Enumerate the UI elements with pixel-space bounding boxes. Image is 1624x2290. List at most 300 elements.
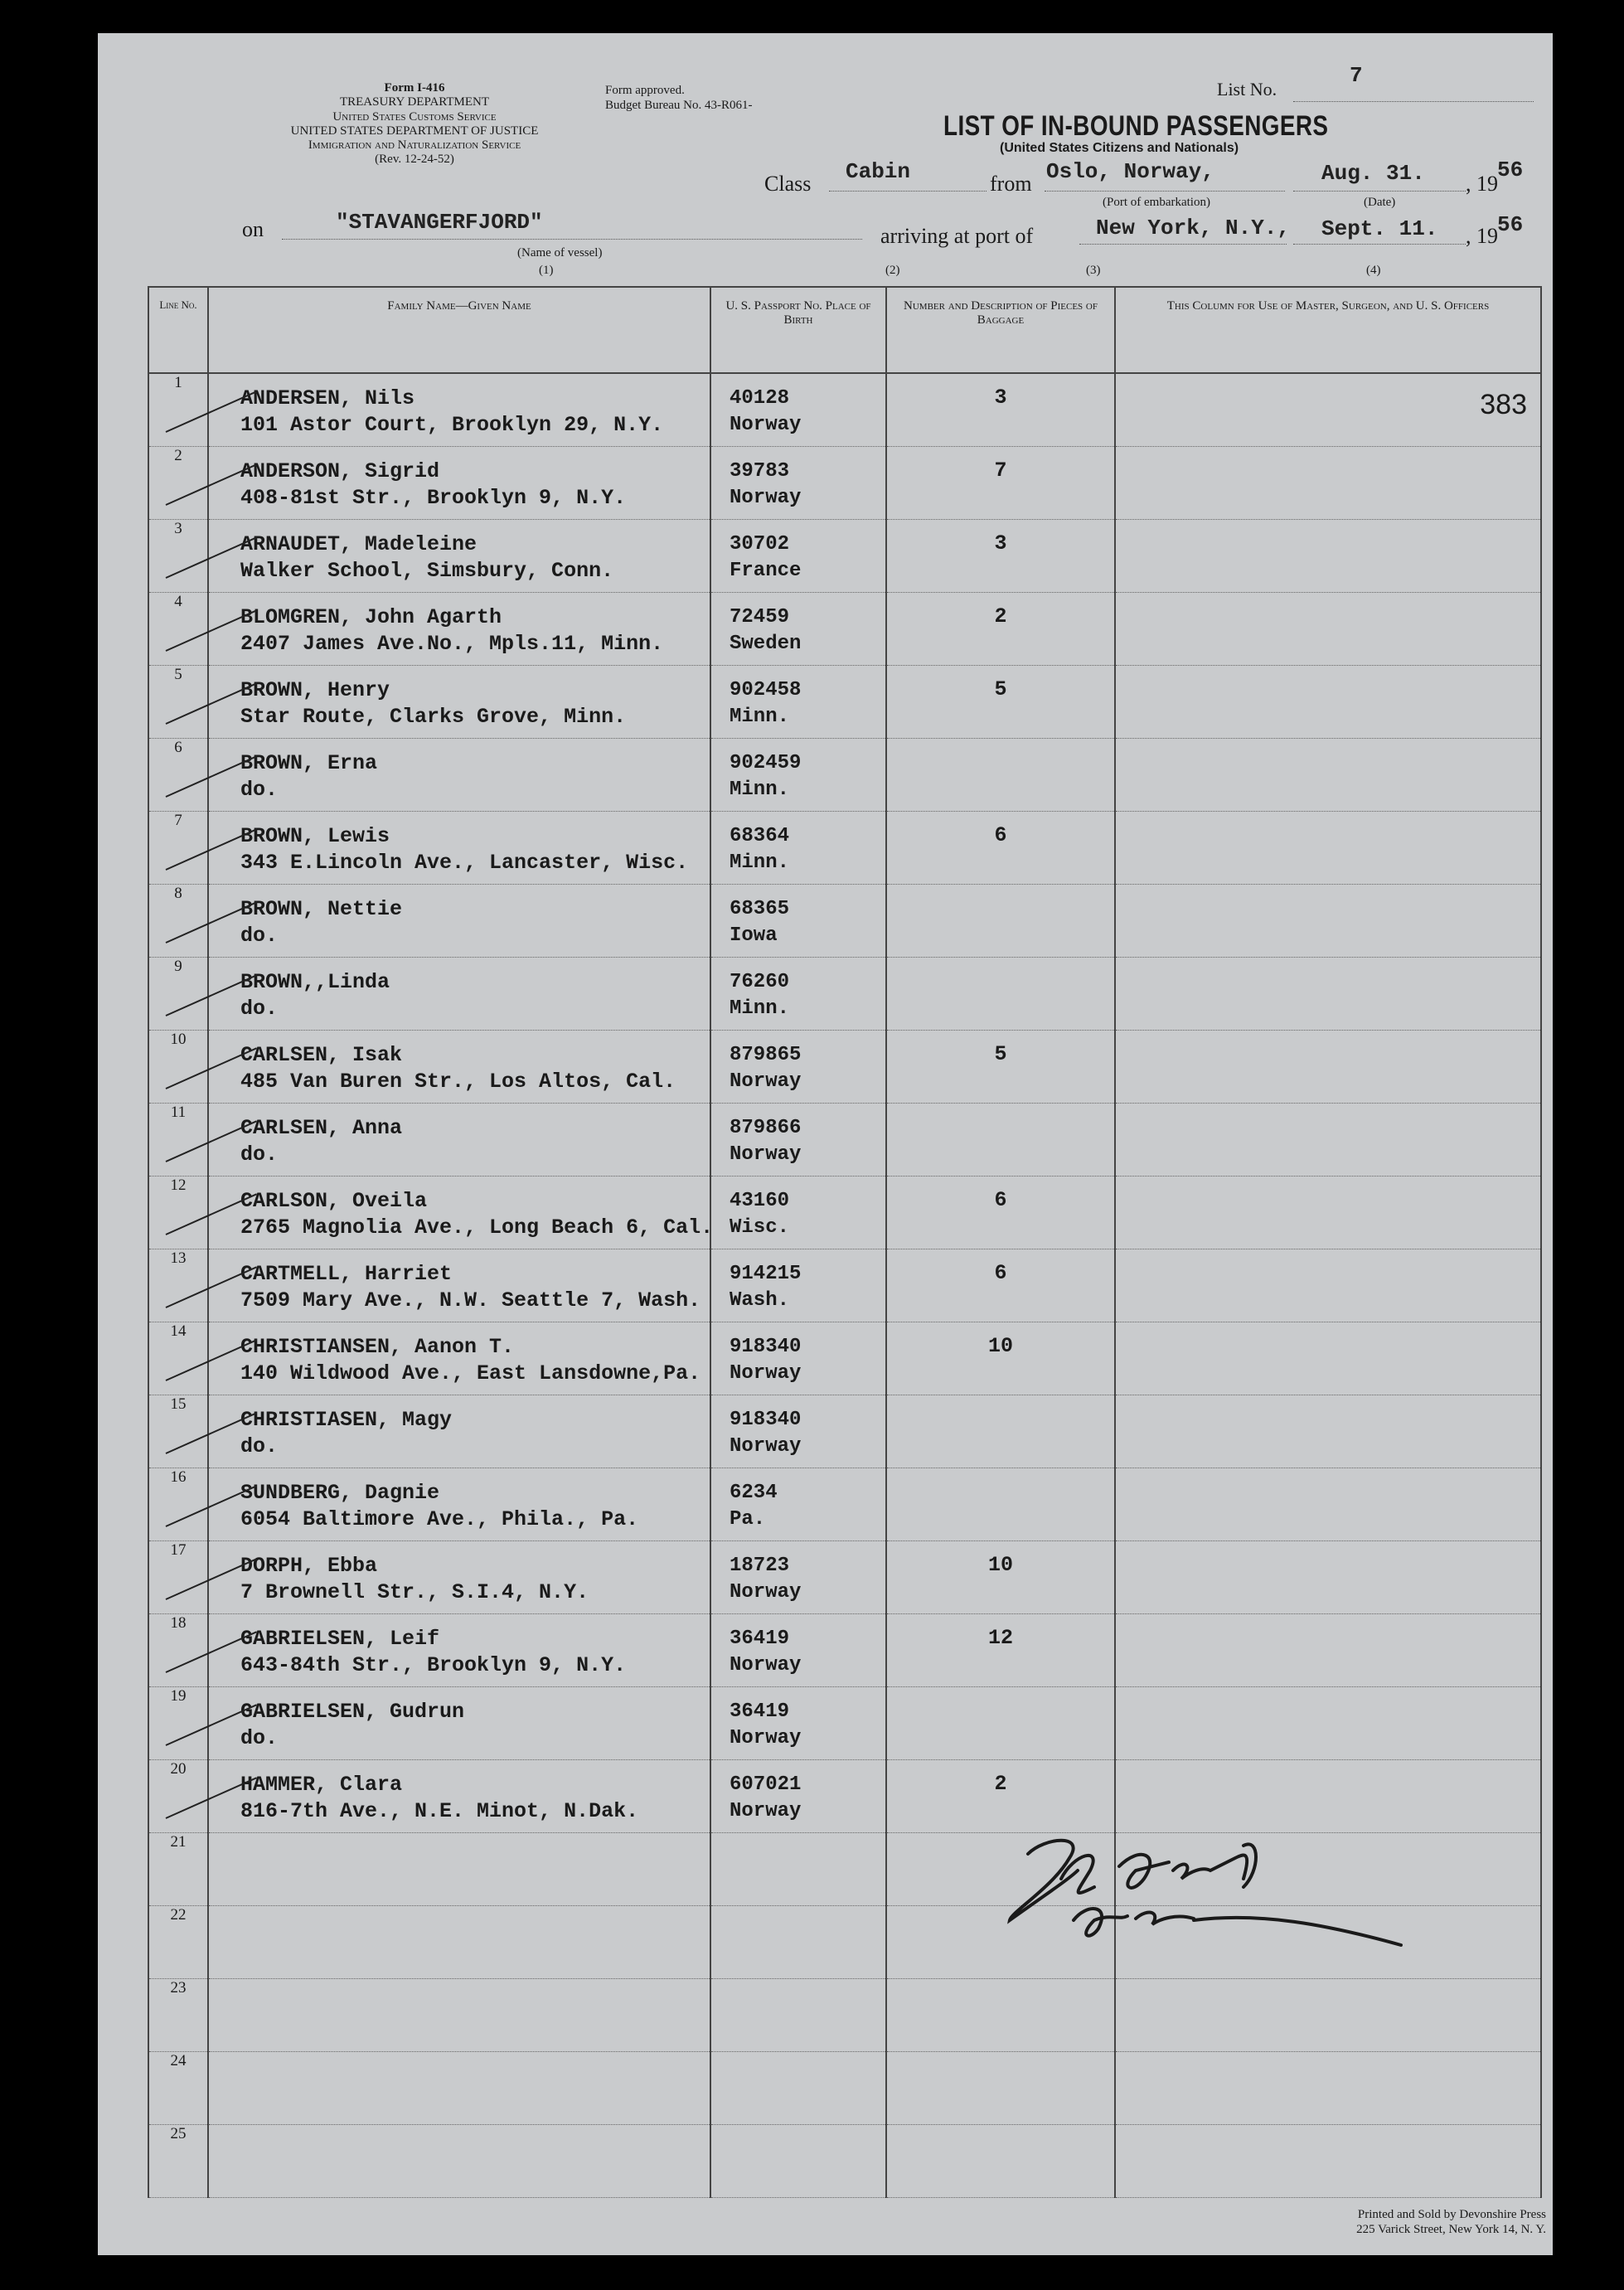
officer-cell <box>1115 1322 1541 1395</box>
baggage-cell <box>886 1104 1115 1177</box>
officer-notation <box>1116 1395 1540 1410</box>
officer-cell <box>1115 1614 1541 1687</box>
table-row <box>148 1541 1541 1614</box>
baggage-count <box>887 885 1114 896</box>
baggage-count: 5 <box>994 1042 1007 1066</box>
form-approval <box>605 83 752 113</box>
officer-notation <box>1116 812 1540 827</box>
justice-department: UNITED STATES DEPARTMENT OF JUSTICE <box>290 124 539 138</box>
passport-cell <box>710 1249 886 1322</box>
line-number: 24 <box>170 2052 187 2069</box>
passport-cell <box>710 1031 886 1104</box>
officer-notation <box>1116 1322 1540 1337</box>
officer-cell <box>1115 1541 1541 1614</box>
vessel-caption: (Name of vessel) <box>517 246 603 260</box>
place-of-birth: Norway <box>730 1727 802 1749</box>
passenger-name-cell <box>208 447 710 520</box>
passport-cell <box>710 885 886 958</box>
passport-number: 6234 <box>730 1482 778 1504</box>
passenger-name-cell <box>208 373 710 447</box>
place-of-birth: Wisc. <box>730 1216 790 1239</box>
passenger-address: 816-7th Ave., N.E. Minot, N.Dak. <box>240 1799 639 1823</box>
passenger-name: HAMMER, Clara <box>240 1773 403 1797</box>
passport-number: 68365 <box>730 898 790 920</box>
page-subtitle: (United States Citizens and Nationals) <box>1000 141 1239 155</box>
passport-number: 879865 <box>730 1044 802 1066</box>
passport-cell <box>710 1906 886 1979</box>
officer-cell <box>1115 666 1541 739</box>
line-number-cell <box>148 1906 208 1979</box>
officer-cell <box>1115 885 1541 958</box>
passport-cell <box>710 1760 886 1833</box>
line-number: 10 <box>170 1031 187 1048</box>
line-number-cell <box>148 1979 208 2052</box>
passport-cell <box>710 1177 886 1249</box>
baggage-cell <box>886 1614 1115 1687</box>
officer-notation <box>1116 958 1540 973</box>
table-row <box>148 1104 1541 1177</box>
departure-date: Aug. 31. <box>1321 161 1425 186</box>
place-of-birth: France <box>730 560 802 582</box>
baggage-count: 5 <box>994 677 1007 701</box>
officer-cell <box>1115 958 1541 1031</box>
passenger-name: CHRISTIANSEN, Aanon T. <box>240 1335 515 1359</box>
baggage-cell <box>886 373 1115 447</box>
passport-number: 902458 <box>730 679 802 701</box>
form-approved-label: Form approved. <box>605 84 685 97</box>
line-number: 3 <box>174 520 182 537</box>
baggage-count: 7 <box>994 458 1007 483</box>
baggage-count: 2 <box>994 1772 1007 1796</box>
line-number: 8 <box>174 885 182 902</box>
passenger-name-cell <box>208 520 710 593</box>
arrival-date: Sept. 11. <box>1321 216 1438 241</box>
officer-notation <box>1116 520 1540 535</box>
passenger-name-cell <box>208 1614 710 1687</box>
line-number-cell <box>148 1541 208 1614</box>
place-of-birth: Norway <box>730 1070 802 1093</box>
line-number-cell <box>148 593 208 666</box>
place-of-birth: Wash. <box>730 1289 790 1312</box>
passenger-name: BROWN, Erna <box>240 751 378 775</box>
baggage-count <box>887 1979 1114 1991</box>
place-of-birth: Norway <box>730 1581 802 1603</box>
passenger-name: SUNDBERG, Dagnie <box>240 1481 440 1505</box>
line-number: 9 <box>174 958 182 975</box>
passenger-address: do. <box>240 997 279 1021</box>
printer-credit <box>1161 2207 1546 2237</box>
officer-cell <box>1115 812 1541 885</box>
passenger-address: 7509 Mary Ave., N.W. Seattle 7, Wash. <box>240 1288 701 1312</box>
baggage-cell <box>886 1322 1115 1395</box>
officer-cell <box>1115 1249 1541 1322</box>
line-number: 4 <box>174 593 182 610</box>
place-of-birth: Minn. <box>730 851 790 874</box>
printer-line-1: Printed and Sold by Devonshire Press <box>1357 2208 1546 2221</box>
passenger-name-cell <box>208 593 710 666</box>
line-number-cell <box>148 812 208 885</box>
officer-cell <box>1115 1104 1541 1177</box>
printer-line-2: 225 Varick Street, New York 14, N. Y. <box>1356 2223 1546 2236</box>
baggage-cell <box>886 1687 1115 1760</box>
officer-notation <box>1116 1760 1540 1775</box>
line-number: 21 <box>170 1833 187 1851</box>
passenger-name-cell <box>208 1177 714 1249</box>
baggage-count <box>887 739 1114 750</box>
passenger-name-cell <box>208 1249 710 1322</box>
passport-cell <box>710 812 886 885</box>
departure-year: 56 <box>1497 158 1524 182</box>
passenger-address: 2407 James Ave.No., Mpls.11, Minn. <box>240 632 664 656</box>
table-row <box>148 1031 1541 1104</box>
passenger-address: 643-84th Str., Brooklyn 9, N.Y. <box>240 1653 627 1677</box>
passport-cell <box>710 1541 886 1614</box>
passenger-name: CARLSEN, Isak <box>240 1043 403 1067</box>
baggage-cell <box>886 1395 1115 1468</box>
officer-notation <box>1116 2125 1540 2140</box>
passenger-name-cell <box>208 1322 710 1395</box>
baggage-cell <box>886 593 1115 666</box>
passenger-name: ARNAUDET, Madeleine <box>240 532 478 556</box>
baggage-count <box>887 1104 1114 1115</box>
table-row <box>148 958 1541 1031</box>
baggage-count: 3 <box>994 386 1007 410</box>
passenger-name-cell <box>208 1104 710 1177</box>
table-row <box>148 739 1541 812</box>
passenger-name: ANDERSON, Sigrid <box>240 459 440 483</box>
passenger-address: 485 Van Buren Str., Los Altos, Cal. <box>240 1070 676 1094</box>
form-number: Form I-416 <box>384 81 445 95</box>
place-of-birth: Sweden <box>730 633 802 655</box>
officer-notation <box>1116 666 1540 681</box>
baggage-cell <box>886 958 1115 1031</box>
passenger-name: BROWN, Nettie <box>240 897 403 921</box>
passenger-address: 2765 Magnolia Ave., Long Beach 6, Cal. <box>240 1215 714 1240</box>
baggage-cell <box>886 520 1115 593</box>
officer-notation <box>1116 1614 1540 1629</box>
list-no-label: List No. <box>1217 79 1277 99</box>
treasury-department: TREASURY DEPARTMENT <box>339 95 490 109</box>
passport-number: 76260 <box>730 971 790 993</box>
passport-cell <box>710 2052 886 2125</box>
class-value: Cabin <box>846 159 911 184</box>
vessel-name: "STAVANGERFJORD" <box>336 210 543 235</box>
line-number: 23 <box>170 1979 187 1996</box>
passport-cell <box>710 447 886 520</box>
line-number: 25 <box>170 2125 187 2142</box>
passenger-name-cell <box>208 2052 710 2125</box>
baggage-cell <box>886 1979 1115 2052</box>
passport-cell <box>710 666 886 739</box>
officer-notation <box>1116 885 1540 900</box>
from-label: from <box>990 172 1032 196</box>
line-number-cell <box>148 958 208 1031</box>
officer-notation <box>1116 1249 1540 1264</box>
passenger-name: GABRIELSEN, Leif <box>240 1627 440 1651</box>
column-caption-3: (3) <box>1086 264 1101 277</box>
baggage-count: 10 <box>987 1334 1013 1358</box>
arrival-year-prefix: , 19 <box>1466 224 1498 248</box>
passenger-address: 101 Astor Court, Brooklyn 29, N.Y. <box>240 413 664 437</box>
line-number: 14 <box>170 1322 187 1340</box>
officer-cell <box>1115 2125 1541 2198</box>
passport-cell <box>710 1322 886 1395</box>
line-number-cell <box>148 1760 208 1833</box>
header-name: Family Name—Given Name <box>208 287 710 373</box>
revision-date: (Rev. 12-24-52) <box>375 153 454 167</box>
line-number-cell <box>148 373 208 447</box>
passenger-name: BROWN,,Linda <box>240 970 390 994</box>
officer-cell <box>1115 447 1541 520</box>
line-number: 13 <box>170 1249 187 1267</box>
line-number: 18 <box>170 1614 187 1632</box>
officer-cell <box>1115 739 1541 812</box>
header-passport: U. S. Passport No. Place of Birth <box>710 287 886 373</box>
passport-number: 39783 <box>730 460 790 483</box>
passport-number: 36419 <box>730 1701 790 1723</box>
officer-cell <box>1115 520 1541 593</box>
passenger-address: 7 Brownell Str., S.I.4, N.Y. <box>240 1580 589 1604</box>
passport-cell <box>710 520 886 593</box>
baggage-count <box>887 2125 1114 2137</box>
passport-cell <box>710 1614 886 1687</box>
baggage-count: 6 <box>994 1261 1007 1285</box>
baggage-count: 2 <box>994 604 1007 628</box>
budget-bureau-number: Budget Bureau No. 43-R061- <box>605 99 753 112</box>
place-of-birth: Norway <box>730 1800 802 1822</box>
header-officers: This Column for Use of Master, Surgeon, and U. S. Officers <box>1115 287 1541 373</box>
passport-number: 68364 <box>730 825 790 847</box>
place-of-birth: Norway <box>730 414 802 436</box>
passenger-address: 6054 Baltimore Ave., Phila., Pa. <box>240 1507 639 1531</box>
passenger-name-cell <box>208 958 710 1031</box>
on-label: on <box>242 217 264 241</box>
passport-cell <box>710 1468 886 1541</box>
baggage-cell <box>886 1541 1115 1614</box>
officer-notation <box>1116 2052 1540 2067</box>
passport-number: 607021 <box>730 1773 802 1796</box>
table-row <box>148 812 1541 885</box>
list-no-value: 7 <box>1350 63 1363 88</box>
passport-cell <box>710 2125 886 2198</box>
port-of-embarkation: Oslo, Norway, <box>1046 159 1214 184</box>
line-number: 1 <box>174 374 182 391</box>
line-number: 16 <box>170 1468 187 1486</box>
officer-cell <box>1115 593 1541 666</box>
passport-number: 30702 <box>730 533 790 556</box>
handwritten-signature-icon <box>995 1821 1426 1970</box>
arriving-label: arriving at port of <box>880 224 1034 248</box>
baggage-count: 6 <box>994 1188 1007 1212</box>
passenger-address: do. <box>240 1143 279 1167</box>
passport-number: 43160 <box>730 1190 790 1212</box>
officer-notation <box>1116 1541 1540 1556</box>
line-number-cell <box>148 1833 208 1906</box>
passenger-address: 343 E.Lincoln Ave., Lancaster, Wisc. <box>240 851 689 875</box>
passenger-name-cell <box>208 1395 710 1468</box>
passenger-name-cell <box>208 1833 710 1906</box>
officer-cell <box>1115 1687 1541 1760</box>
officer-notation <box>1116 1031 1540 1046</box>
line-number: 2 <box>174 447 182 464</box>
port-of-embarkation-caption: (Port of embarkation) <box>1103 196 1210 209</box>
passport-cell <box>710 1833 886 1906</box>
table-row <box>148 447 1541 520</box>
passenger-address: do. <box>240 1434 279 1458</box>
baggage-cell <box>886 1468 1115 1541</box>
place-of-birth: Norway <box>730 1143 802 1166</box>
table-row <box>148 1177 1541 1249</box>
passenger-address: 408-81st Str., Brooklyn 9, N.Y. <box>240 486 627 510</box>
passenger-name-cell <box>208 2125 710 2198</box>
table-row <box>148 1395 1541 1468</box>
arrival-port: New York, N.Y., <box>1096 216 1291 240</box>
officer-cell <box>1115 1468 1541 1541</box>
passenger-name-cell <box>208 885 710 958</box>
line-number: 6 <box>174 739 182 756</box>
line-number: 7 <box>174 812 182 829</box>
baggage-count: 10 <box>987 1553 1013 1577</box>
baggage-count: 6 <box>994 823 1007 847</box>
line-number-cell <box>148 1468 208 1541</box>
table-row <box>148 2125 1541 2198</box>
header-baggage: Number and Description of Pieces of Baggage <box>886 287 1115 373</box>
officer-notation <box>1116 1177 1540 1191</box>
table-row <box>148 1249 1541 1322</box>
baggage-cell <box>886 447 1115 520</box>
line-number: 22 <box>170 1906 187 1924</box>
line-number: 15 <box>170 1395 187 1413</box>
passenger-address: Walker School, Simsbury, Conn. <box>240 559 614 583</box>
line-number-cell <box>148 1614 208 1687</box>
baggage-count <box>887 1395 1114 1407</box>
passenger-name: GABRIELSEN, Gudrun <box>240 1700 465 1724</box>
header-line-no: Line No. <box>148 287 208 373</box>
passenger-address: do. <box>240 924 279 948</box>
table-header-row <box>148 287 1541 373</box>
line-number: 11 <box>170 1104 187 1121</box>
table-row <box>148 1979 1541 2052</box>
passenger-name-cell <box>208 1906 710 1979</box>
passport-cell <box>710 958 886 1031</box>
passenger-name: BLOMGREN, John Agarth <box>240 605 502 629</box>
place-of-birth: Norway <box>730 487 802 509</box>
passenger-name-cell <box>208 1687 710 1760</box>
baggage-count <box>887 1687 1114 1699</box>
baggage-cell <box>886 885 1115 958</box>
class-label: Class <box>764 172 812 196</box>
line-number-cell <box>148 520 208 593</box>
passenger-name: BROWN, Henry <box>240 678 390 702</box>
date-caption: (Date) <box>1364 196 1396 209</box>
baggage-cell <box>886 1031 1115 1104</box>
officer-notation: 383 <box>1480 389 1527 420</box>
passenger-name: CARLSON, Oveila <box>240 1189 428 1213</box>
passenger-name-cell <box>208 1760 710 1833</box>
baggage-count <box>887 1468 1114 1480</box>
baggage-cell <box>886 739 1115 812</box>
table-row <box>148 373 1541 447</box>
line-number-cell <box>148 885 208 958</box>
baggage-count <box>887 2052 1114 2064</box>
line-number-cell <box>148 1395 208 1468</box>
baggage-cell <box>886 2052 1115 2125</box>
customs-service: United States Customs Service <box>332 109 497 124</box>
line-number: 19 <box>170 1687 187 1705</box>
agency-block <box>232 81 597 167</box>
table-row <box>148 2052 1541 2125</box>
passenger-name-cell <box>208 1468 710 1541</box>
officer-cell <box>1115 373 1541 447</box>
passenger-name: CHRISTIASEN, Magy <box>240 1408 453 1432</box>
officer-notation <box>1116 739 1540 754</box>
passenger-name: BROWN, Lewis <box>240 824 390 848</box>
passport-cell <box>710 593 886 666</box>
line-number-cell <box>148 1177 208 1249</box>
officer-cell <box>1115 1031 1541 1104</box>
passenger-name-cell <box>208 666 710 739</box>
passport-number: 72459 <box>730 606 790 628</box>
passenger-name-cell <box>208 739 710 812</box>
table-row <box>148 1614 1541 1687</box>
place-of-birth: Minn. <box>730 997 790 1020</box>
passport-cell <box>710 739 886 812</box>
baggage-cell <box>886 2125 1115 2198</box>
passport-number: 902459 <box>730 752 802 774</box>
passport-cell <box>710 1104 886 1177</box>
baggage-cell <box>886 1249 1115 1322</box>
line-number: 12 <box>170 1177 187 1194</box>
baggage-count: 3 <box>994 531 1007 556</box>
line-number-cell <box>148 1687 208 1760</box>
officer-cell <box>1115 1395 1541 1468</box>
page-title: LIST OF IN-BOUND PASSENGERS <box>943 110 1329 142</box>
line-number-cell <box>148 2052 208 2125</box>
baggage-count: 12 <box>987 1626 1013 1650</box>
place-of-birth: Iowa <box>730 924 778 947</box>
officer-notation <box>1116 593 1540 608</box>
table-row <box>148 520 1541 593</box>
passport-cell <box>710 1687 886 1760</box>
line-number: 5 <box>174 666 182 683</box>
passport-number: 40128 <box>730 387 790 410</box>
baggage-cell <box>886 812 1115 885</box>
place-of-birth: Norway <box>730 1435 802 1458</box>
passenger-name-cell <box>208 1541 710 1614</box>
ins-service: Immigration and Naturalization Service <box>308 138 521 152</box>
passenger-address: do. <box>240 778 279 802</box>
passport-cell <box>710 1979 886 2052</box>
line-number-cell <box>148 447 208 520</box>
officer-cell <box>1115 1979 1541 2052</box>
passenger-name-cell <box>208 812 710 885</box>
passenger-address: do. <box>240 1726 279 1750</box>
line-number-cell <box>148 1322 208 1395</box>
place-of-birth: Norway <box>730 1362 802 1385</box>
passport-cell <box>710 373 886 447</box>
baggage-cell <box>886 666 1115 739</box>
table-row <box>148 1687 1541 1760</box>
officer-cell <box>1115 1177 1541 1249</box>
table-row <box>148 1468 1541 1541</box>
officer-notation <box>1116 1468 1540 1483</box>
column-caption-1: (1) <box>539 264 554 277</box>
passenger-name-cell <box>208 1979 710 2052</box>
line-number-cell <box>148 739 208 812</box>
table-row <box>148 1322 1541 1395</box>
place-of-birth: Norway <box>730 1654 802 1676</box>
passenger-name-cell <box>208 1031 710 1104</box>
